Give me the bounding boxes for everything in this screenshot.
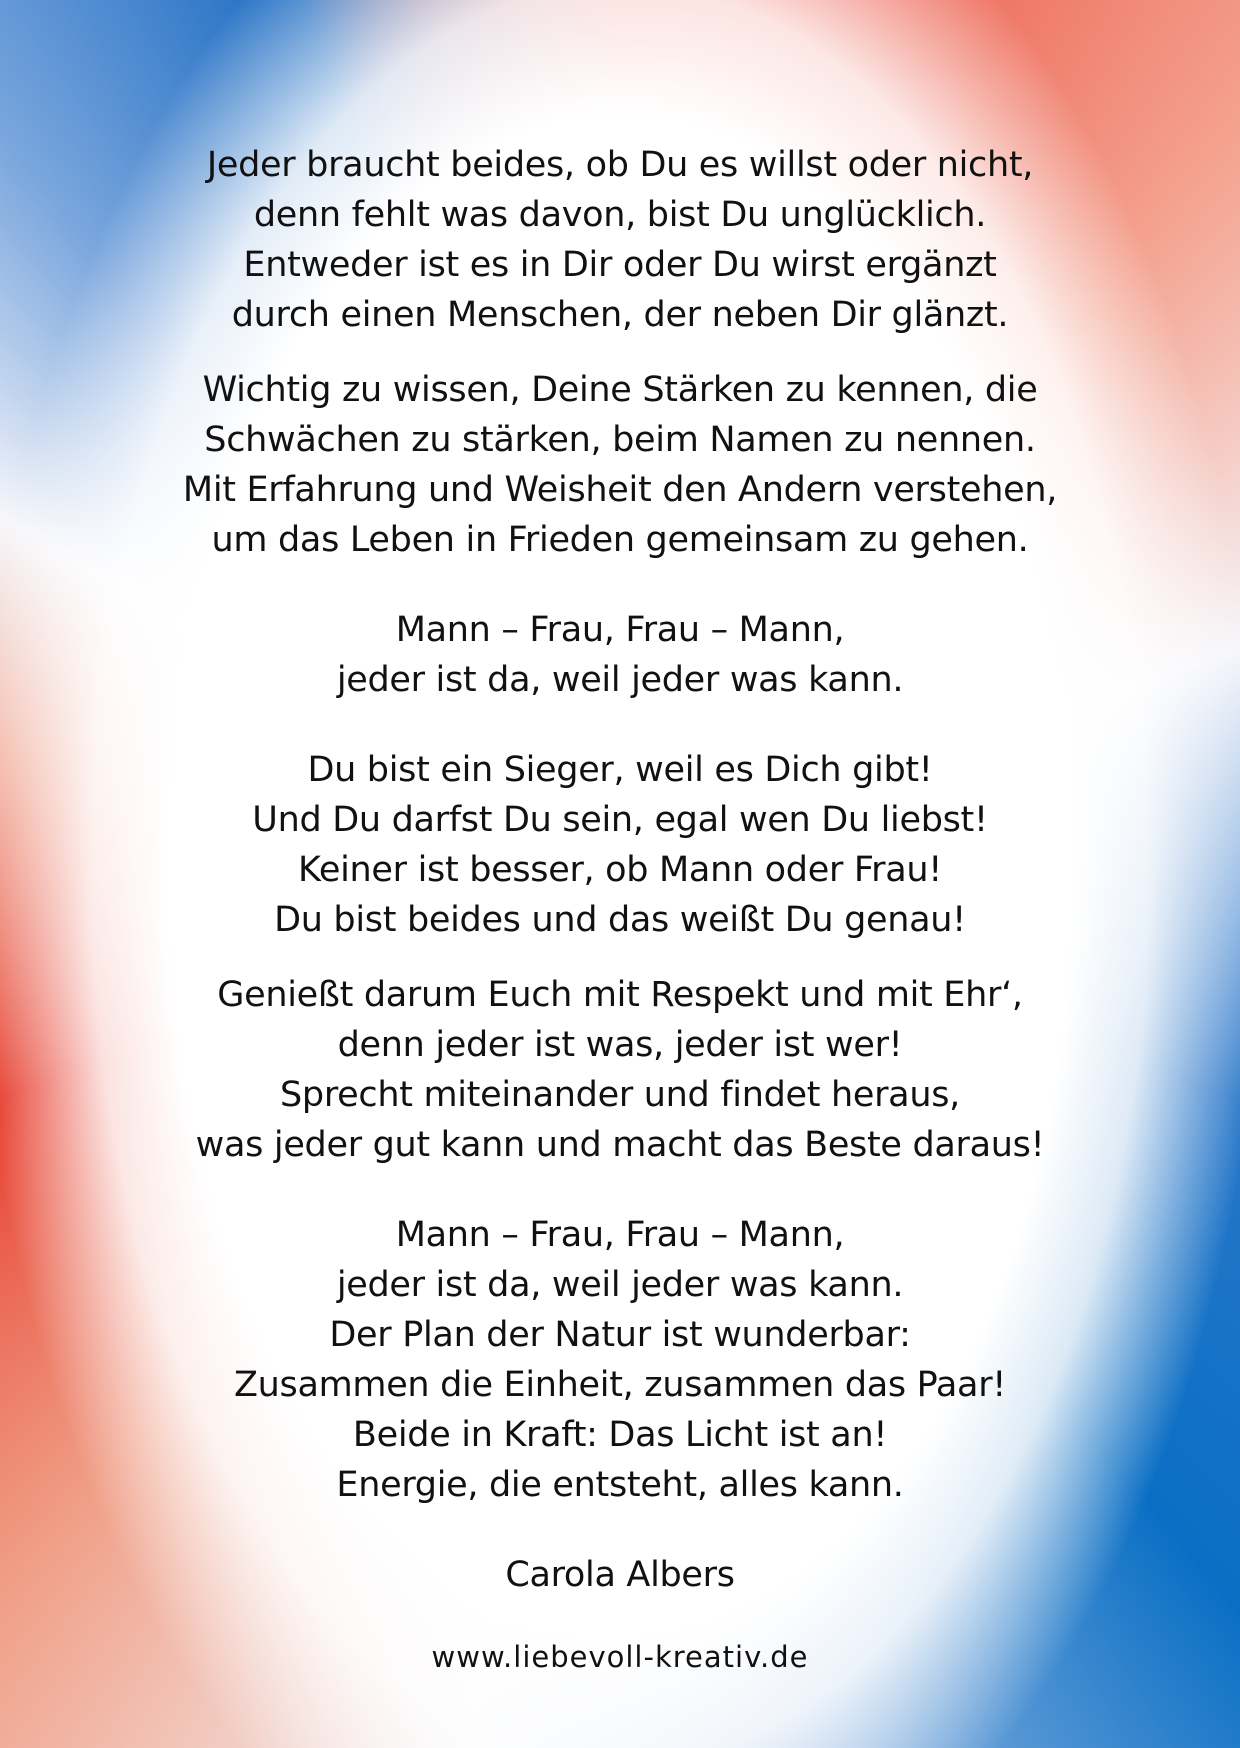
stanza-2 — [0, 365, 1240, 565]
poem-line: Du bist beides und das weißt Du genau! — [274, 900, 966, 940]
stanza-5 — [0, 970, 1240, 1170]
stanza-3 — [0, 605, 1240, 705]
poem-line: Mann – Frau, Frau – Mann, — [395, 1215, 845, 1255]
poem-line: Zusammen die Einheit, zusammen das Paar! — [233, 1365, 1007, 1405]
stanza-6 — [0, 1210, 1240, 1510]
poem-line: Du bist ein Sieger, weil es Dich gibt! — [307, 750, 933, 790]
poem-line: Der Plan der Natur ist wunderbar: — [329, 1315, 911, 1355]
poem-line: Mann – Frau, Frau – Mann, — [395, 610, 845, 650]
poem-line: Und Du darfst Du sein, egal wen Du liebst! — [252, 800, 988, 840]
poem-line: denn fehlt was davon, bist Du unglücklich. — [253, 195, 987, 235]
poem-line: Sprecht miteinander und findet heraus, — [280, 1075, 960, 1115]
poem-line: um das Leben in Frieden gemeinsam zu gehen. — [211, 520, 1029, 560]
poem-line: durch einen Menschen, der neben Dir glänzt. — [231, 295, 1009, 335]
poem-line: Keiner ist besser, ob Mann oder Frau! — [297, 850, 942, 890]
poem-line: Schwächen zu stärken, beim Namen zu nennen. — [204, 420, 1036, 460]
poem-line: Genießt darum Euch mit Respekt und mit Ehr‘, — [217, 975, 1023, 1015]
stanza-4 — [0, 745, 1240, 945]
stanza-1 — [0, 140, 1240, 340]
poem-line: jeder ist da, weil jeder was kann. — [336, 1265, 904, 1305]
website-url: www.liebevoll-kreativ.de — [431, 1640, 809, 1674]
poem-text — [0, 140, 1240, 1600]
poem-line: Mit Erfahrung und Weisheit den Andern verstehen, — [182, 470, 1058, 510]
author-name: Carola Albers — [505, 1555, 735, 1595]
poem-line: Entweder ist es in Dir oder Du wirst ergänzt — [243, 245, 997, 285]
poem-line: jeder ist da, weil jeder was kann. — [336, 660, 904, 700]
poem-line: Wichtig zu wissen, Deine Stärken zu kennen, die — [202, 370, 1038, 410]
poem-line: Energie, die entsteht, alles kann. — [336, 1465, 904, 1505]
poem-line: denn jeder ist was, jeder ist wer! — [337, 1025, 903, 1065]
poem-line: Beide in Kraft: Das Licht ist an! — [352, 1415, 888, 1455]
poem-line: was jeder gut kann und macht das Beste daraus! — [195, 1125, 1045, 1165]
poem-line: Jeder braucht beides, ob Du es willst oder nicht, — [206, 145, 1034, 185]
